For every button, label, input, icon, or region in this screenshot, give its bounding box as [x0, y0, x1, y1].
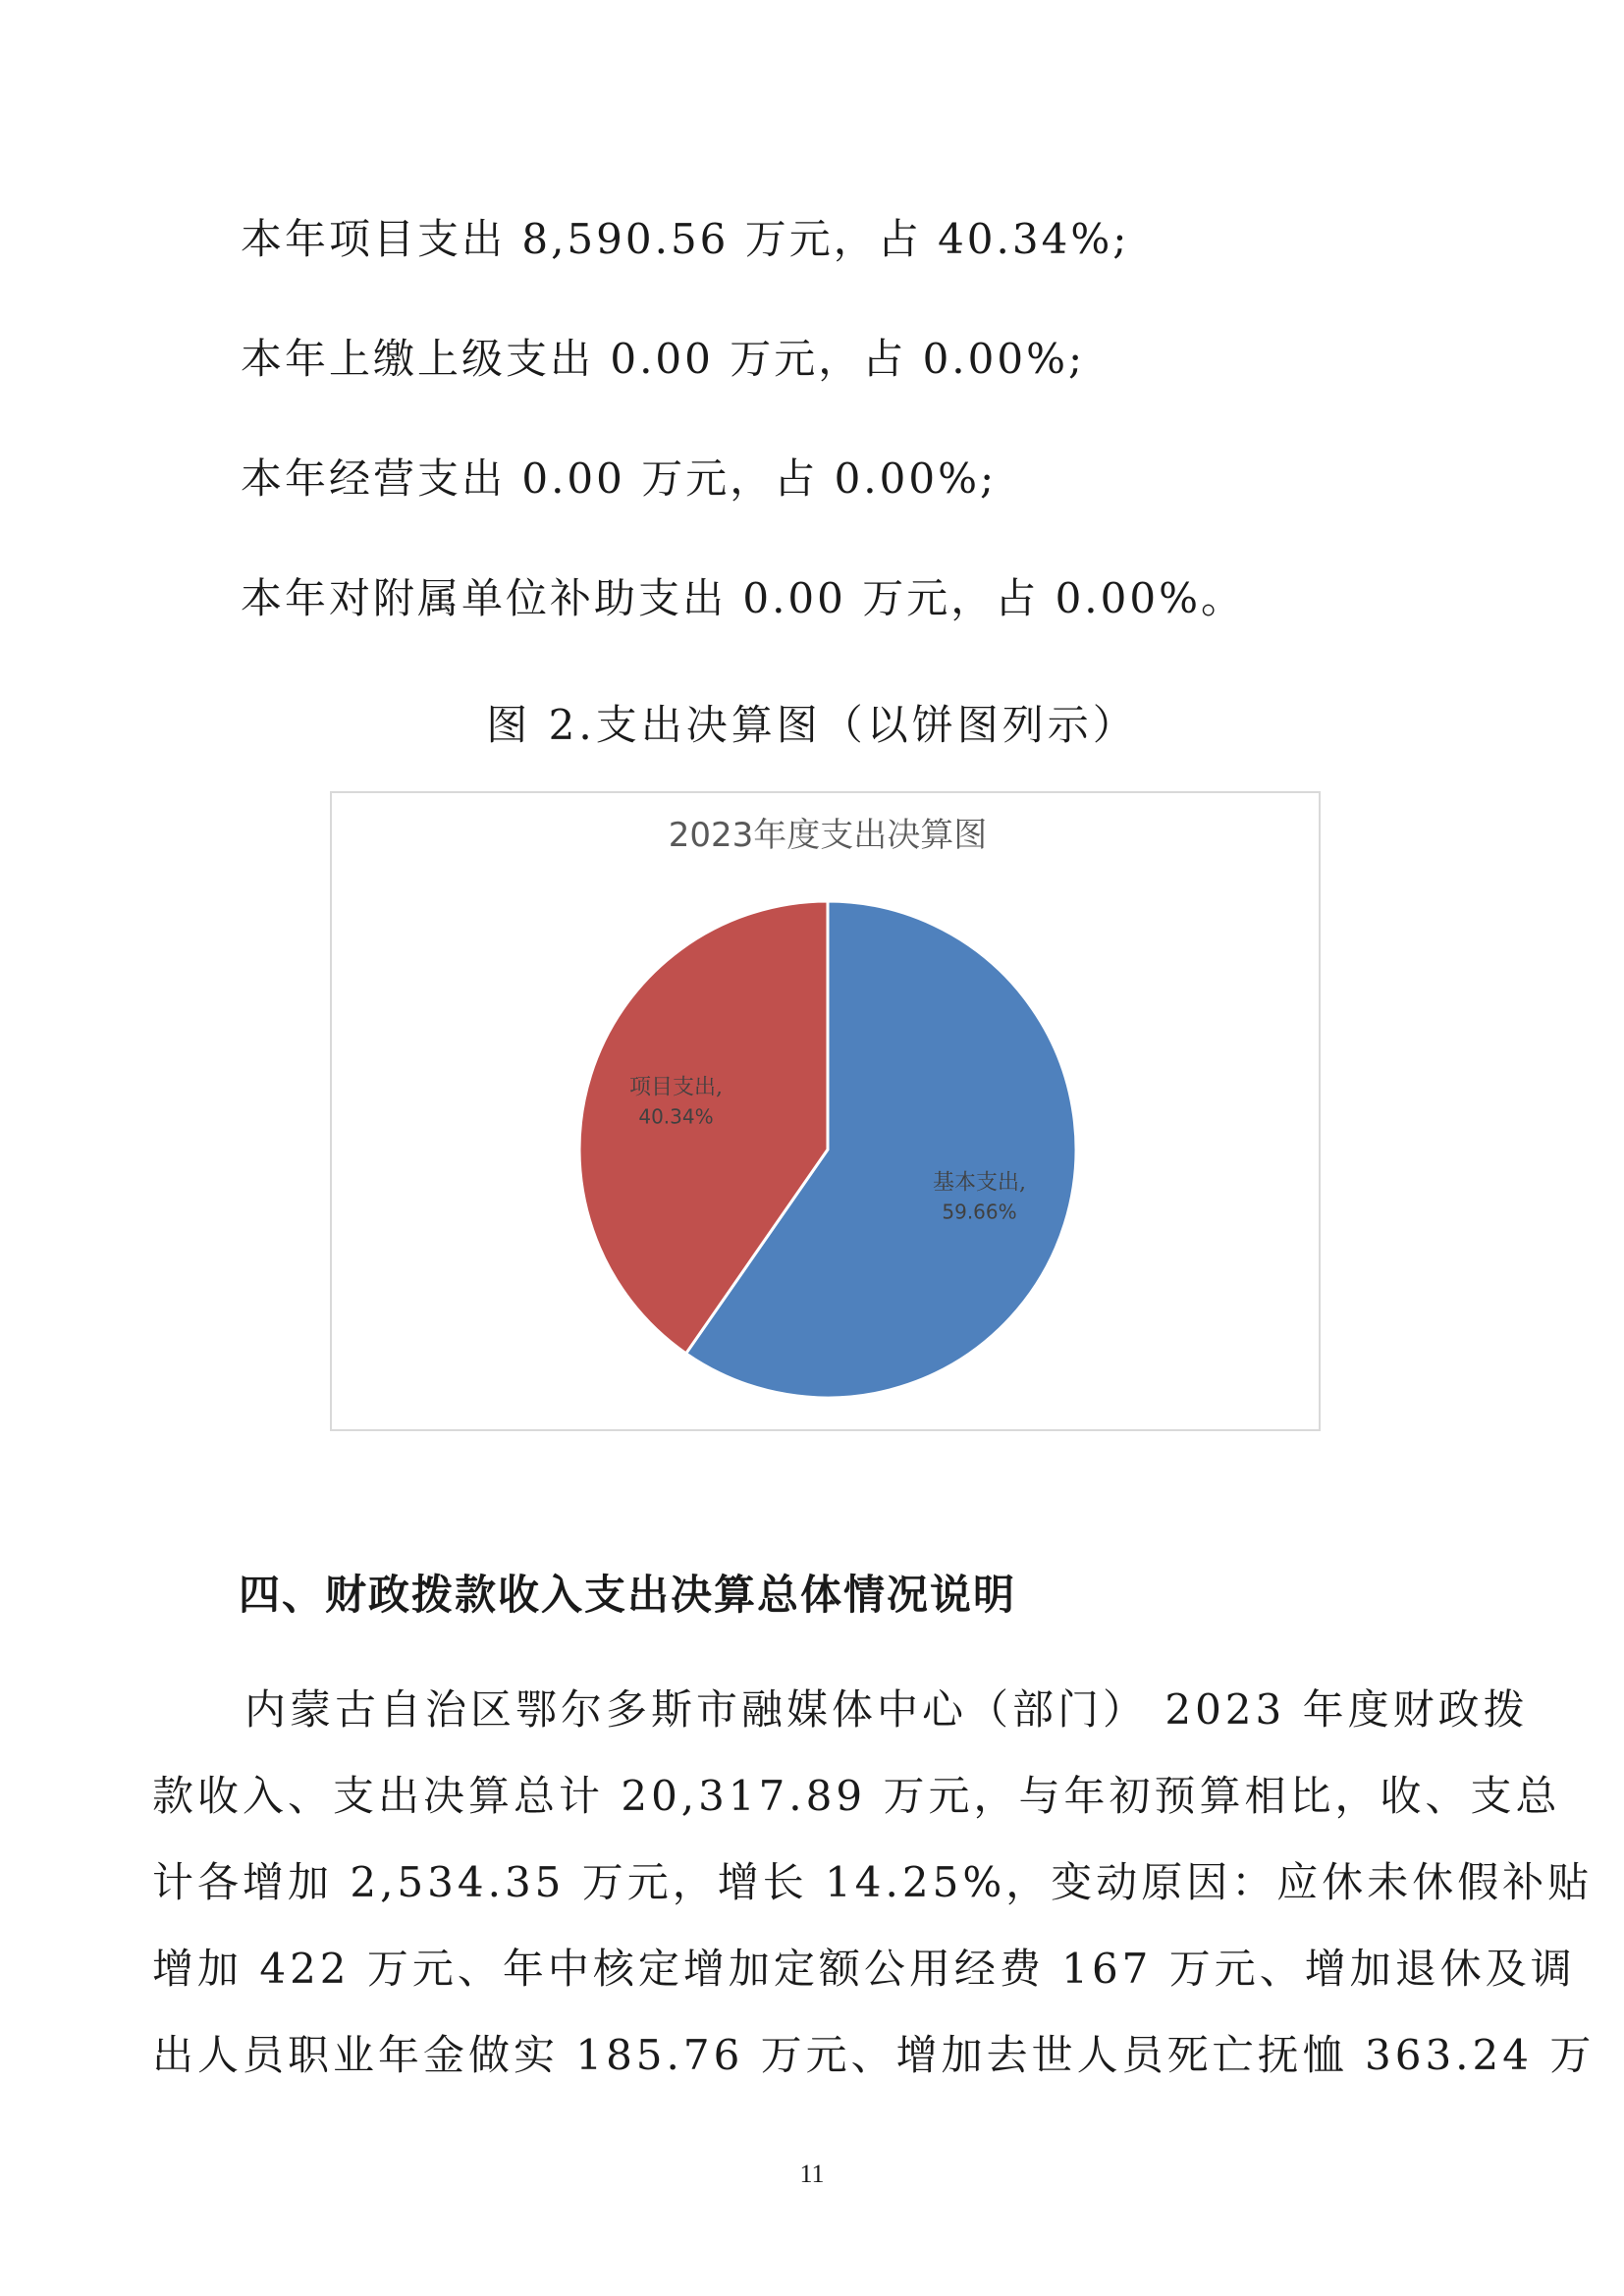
page-number: 11	[799, 2160, 825, 2188]
text-line-subsidiary-subsidy: 本年对附属单位补助支出 0.00 万元，占 0.00%。	[241, 574, 1245, 622]
text-line-upper-remit: 本年上缴上级支出 0.00 万元，占 0.00%;	[241, 335, 1086, 383]
pie-chart-frame	[330, 791, 1321, 1431]
paragraph-line: 出人员职业年金做实 185.76 万元、增加去世人员死亡抚恤 363.24 万	[152, 2031, 1596, 2079]
pie-chart	[332, 793, 1319, 1429]
paragraph-line: 增加 422 万元、年中核定增加定额公用经费 167 万元、增加退休及调	[152, 1945, 1576, 1993]
paragraph-line: 计各增加 2,534.35 万元，增长 14.25%，变动原因：应休未休假补贴	[152, 1858, 1594, 1906]
figure-caption: 图 2.支出决算图（以饼图列示）	[486, 701, 1138, 749]
chart-title: 2023年度支出决算图	[668, 816, 988, 855]
text-line-operating-expense: 本年经营支出 0.00 万元，占 0.00%;	[241, 454, 998, 503]
pie-slice-value: 40.34%	[638, 1104, 714, 1129]
text-line-project-expense: 本年项目支出 8,590.56 万元，占 40.34%;	[241, 215, 1130, 263]
paragraph-line: 款收入、支出决算总计 20,317.89 万元，与年初预算相比，收、支总	[152, 1772, 1561, 1820]
paragraph-line: 内蒙古自治区鄂尔多斯市融媒体中心（部门） 2023 年度财政拨	[244, 1685, 1529, 1734]
section-heading: 四、财政拨款收入支出决算总体情况说明	[239, 1571, 1017, 1619]
pie-slice-label: 基本支出,	[933, 1170, 1027, 1196]
pie-slice-value: 59.66%	[942, 1200, 1017, 1224]
pie-slice-label: 项目支出,	[628, 1075, 723, 1100]
